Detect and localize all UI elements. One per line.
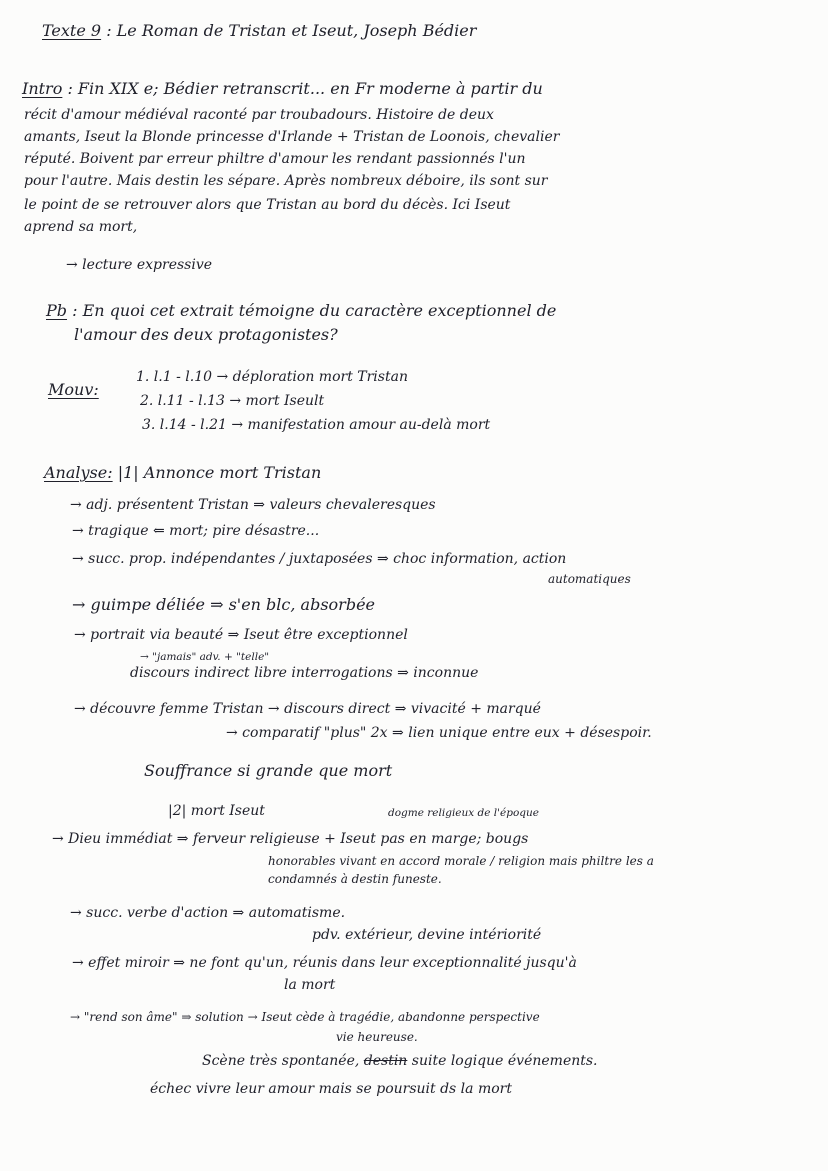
p2-line-7: la mort	[284, 977, 336, 993]
p1-line-7: discours indirect libre interrogations ⇒ inconnue	[130, 665, 479, 681]
p1-line-10: Souffrance si grande que mort	[144, 761, 393, 780]
p2-struck-word: destin	[363, 1053, 408, 1069]
p2-line-2: honorables vivant en accord morale / religion mais philtre les a	[268, 854, 654, 868]
p2-line-4: → succ. verbe d'action ⇒ automatisme.	[70, 905, 346, 921]
p1-line-4: → guimpe déliée ⇒ s'en blc, absorbée	[72, 595, 375, 614]
p2-note: dogme religieux de l'époque	[388, 807, 540, 819]
p2-line-9: vie heureuse.	[336, 1030, 418, 1044]
intro-line-3: amants, Iseut la Blonde princesse d'Irlande + Tristan de Loonois, chevalier	[24, 129, 560, 145]
p2-line-10a: Scène très spontanée,	[202, 1053, 360, 1069]
p1-line-1: → adj. présentent Tristan ⇒ valeurs chevaleresques	[70, 497, 436, 513]
intro-line-8: → lecture expressive	[66, 257, 213, 273]
mouv-item-1: 1. l.1 - l.10 → déploration mort Tristan	[136, 369, 408, 385]
pb-line-1	[46, 302, 556, 320]
p1-line-5: → portrait via beauté ⇒ Iseut être exceptionnel	[74, 627, 408, 643]
p2-line-1: → Dieu immédiat ⇒ ferveur religieuse + Iseut pas en marge; bougs	[52, 831, 529, 847]
part2-heading: |2| mort Iseut	[168, 803, 265, 819]
intro-label: Intro	[22, 79, 63, 98]
intro-line-4: réputé. Boivent par erreur philtre d'amour les rendant passionnés l'un	[24, 151, 526, 167]
intro-text-1: : Fin XIX e; Bédier retranscrit... en Fr moderne à partir du	[67, 79, 543, 98]
analyse-line	[44, 464, 321, 482]
p1-line-6: → "jamais" adv. + "telle"	[140, 651, 270, 663]
title-line	[42, 22, 476, 40]
p1-line-3: → succ. prop. indépendantes / juxtaposées ⇒ choc information, action	[72, 551, 567, 567]
p1-line-3b: automatiques	[548, 572, 631, 586]
title-colon: :	[106, 21, 112, 40]
pb-label: Pb	[46, 301, 68, 320]
intro-line-6: le point de se retrouver alors que Tristan au bord du décès. Ici Iseut	[24, 197, 511, 213]
intro-line-7: aprend sa mort,	[24, 219, 138, 235]
p2-line-3: condamnés à destin funeste.	[268, 872, 442, 886]
p2-line-5: pdv. extérieur, devine intériorité	[312, 927, 542, 943]
p1-line-9: → comparatif "plus" 2x ⇒ lien unique entre eux + désespoir.	[226, 725, 652, 741]
p2-line-8: → "rend son âme" ⇒ solution → Iseut cède à tragédie, abandonne perspective	[70, 1010, 540, 1024]
intro-line-1	[22, 80, 543, 98]
p2-line-6: → effet miroir ⇒ ne font qu'un, réunis dans leur exceptionnalité jusqu'à	[72, 955, 577, 971]
p2-line-10b: suite logique événements.	[411, 1053, 598, 1069]
mouv-item-2: 2. l.11 - l.13 → mort Iseult	[140, 393, 325, 409]
part1-heading: |1| Annonce mort Tristan	[117, 463, 322, 482]
p1-line-2: → tragique ⇐ mort; pire désastre...	[72, 523, 320, 539]
p2-line-10	[202, 1052, 598, 1070]
mouv-item-3: 3. l.14 - l.21 → manifestation amour au-delà mort	[142, 417, 491, 433]
p2-line-11: échec vivre leur amour mais se poursuit ds la mort	[150, 1081, 512, 1097]
intro-line-5: pour l'autre. Mais destin les sépare. Après nombreux déboire, ils sont sur	[24, 173, 548, 189]
analyse-label: Analyse:	[44, 463, 113, 482]
intro-line-2: récit d'amour médiéval raconté par troubadours. Histoire de deux	[24, 107, 494, 123]
title-work: Le Roman de Tristan et Iseut, Joseph Bédier	[116, 21, 477, 40]
title-texte: Texte 9	[42, 21, 102, 40]
mouv-label: Mouv:	[48, 380, 99, 399]
pb-text-1: : En quoi cet extrait témoigne du caractère exceptionnel de	[72, 301, 557, 320]
p1-line-8: → découvre femme Tristan → discours direct ⇒ vivacité + marqué	[74, 701, 541, 717]
pb-line-2: l'amour des deux protagonistes?	[74, 325, 338, 344]
